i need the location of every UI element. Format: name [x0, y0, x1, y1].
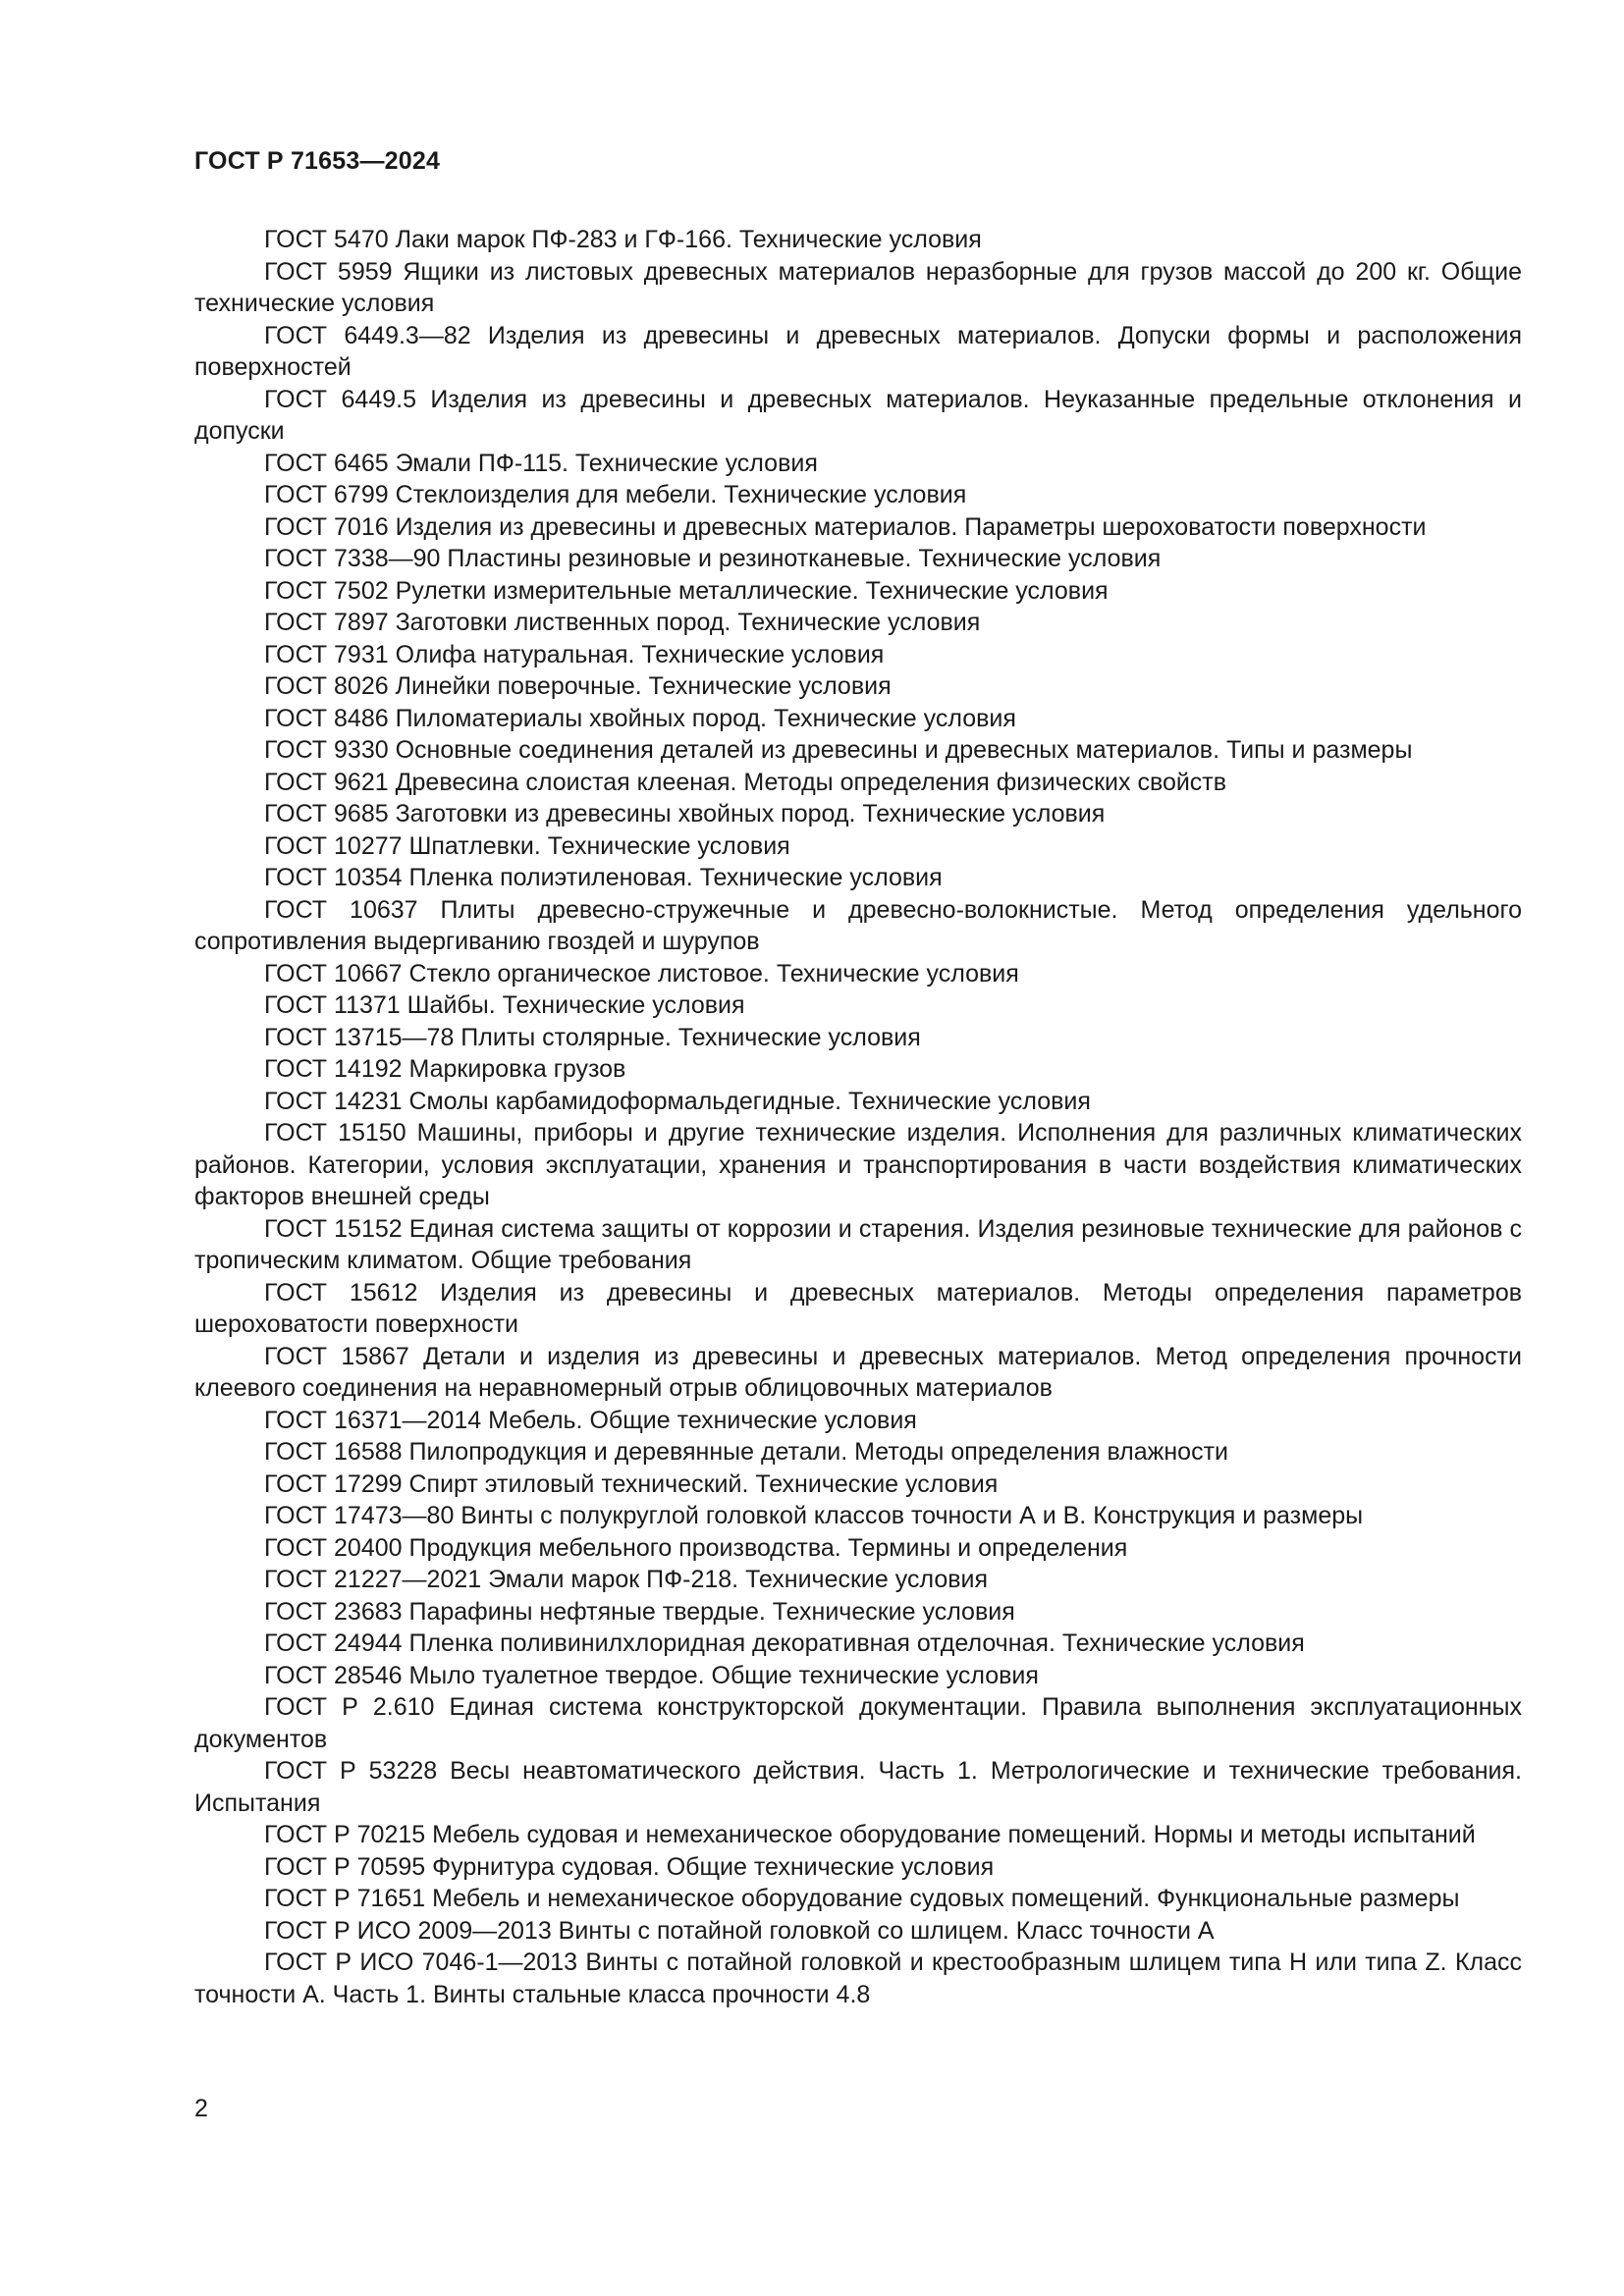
reference-item: ГОСТ 21227—2021 Эмали марок ПФ-218. Технические условия — [264, 1566, 989, 1593]
reference-item: ГОСТ 10637 Плиты древесно-стружечные и древесно-волокнистые. Метод определения удельного сопротивления выдергиванию гвоздей и шурупов — [194, 895, 1522, 955]
reference-item: ГОСТ 14192 Маркировка грузов — [264, 1055, 626, 1083]
reference-item: ГОСТ Р 70215 Мебель судовая и немеханическое оборудование помещений. Нормы и методы испытаний — [264, 1821, 1476, 1848]
reference-item: ГОСТ 8026 Линейки поверочные. Технические условия — [264, 672, 892, 700]
reference-item: ГОСТ 10667 Стекло органическое листовое. Технические условия — [264, 959, 1019, 988]
reference-item: ГОСТ 15150 Машины, приборы и другие технические изделия. Исполнения для различных климатических районов. Категории, условия эксплуатации, хранения и транспортирования в части воздействия климатических факторов внешней среды — [194, 1119, 1522, 1210]
reference-item: ГОСТ 7897 Заготовки лиственных пород. Технические условия — [264, 609, 981, 636]
reference-item: ГОСТ Р 71651 Мебель и немеханическое оборудование судовых помещений. Функциональные размеры — [264, 1885, 1460, 1912]
normative-references-list — [194, 224, 1522, 2010]
reference-item: ГОСТ 6799 Стеклоизделия для мебели. Технические условия — [264, 481, 967, 508]
reference-item: ГОСТ 16371—2014 Мебель. Общие технические условия — [264, 1406, 917, 1434]
reference-item: ГОСТ 6465 Эмали ПФ-115. Технические условия — [264, 449, 818, 477]
reference-item: ГОСТ 11371 Шайбы. Технические условия — [264, 991, 745, 1019]
reference-item: ГОСТ 15867 Детали и изделия из древесины и древесных материалов. Метод определения прочности клеевого соединения на неравномерный отрыв облицовочных материалов — [194, 1342, 1522, 1402]
reference-item: ГОСТ 17299 Спирт этиловый технический. Технические условия — [264, 1469, 999, 1498]
reference-item: ГОСТ 14231 Смолы карбамидоформальдегидные. Технические условия — [264, 1087, 1091, 1115]
reference-item: ГОСТ 9685 Заготовки из древесины хвойных пород. Технические условия — [264, 800, 1106, 828]
reference-item: ГОСТ 20400 Продукция мебельного производства. Термины и определения — [264, 1533, 1128, 1562]
reference-item: ГОСТ 5959 Ящики из листовых древесных материалов неразборные для грузов массой до 200 кг. Общие технические условия — [194, 257, 1522, 317]
reference-item: ГОСТ 16588 Пилопродукция и деревянные детали. Методы определения влажности — [264, 1438, 1228, 1466]
reference-item: ГОСТ 13715—78 Плиты столярные. Технические условия — [264, 1023, 921, 1051]
reference-item: ГОСТ 23683 Парафины нефтяные твердые. Технические условия — [264, 1597, 1015, 1626]
reference-item: ГОСТ Р 2.610 Единая система конструкторской документации. Правила выполнения эксплуатационных документов — [194, 1693, 1522, 1753]
reference-item: ГОСТ 7502 Рулетки измерительные металлические. Технические условия — [264, 576, 1109, 605]
reference-item: ГОСТ 10277 Шпатлевки. Технические условия — [264, 831, 790, 860]
document-designation: ГОСТ Р 71653—2024 — [194, 147, 441, 175]
reference-item: ГОСТ 10354 Пленка полиэтиленовая. Технические условия — [264, 864, 943, 891]
reference-item: ГОСТ 6449.5 Изделия из древесины и древесных материалов. Неуказанные предельные отклонения и допуски — [194, 385, 1522, 445]
reference-item: ГОСТ 7931 Олифа натуральная. Технические условия — [264, 640, 885, 668]
reference-item: ГОСТ 9621 Древесина слоистая клееная. Методы определения физических свойств — [264, 768, 1227, 796]
reference-item: ГОСТ 15612 Изделия из древесины и древесных материалов. Методы определения параметров шероховатости поверхности — [194, 1278, 1522, 1338]
page-number: 2 — [194, 2095, 208, 2122]
reference-item: ГОСТ 15152 Единая система защиты от коррозии и старения. Изделия резиновые технические для районов с тропическим климатом. Общие требования — [194, 1214, 1522, 1274]
reference-item: ГОСТ 6449.3—82 Изделия из древесины и древесных материалов. Допуски формы и расположения поверхностей — [194, 321, 1522, 381]
reference-item: ГОСТ Р ИСО 2009—2013 Винты с потайной головкой со шлицем. Класс точности А — [264, 1916, 1215, 1945]
reference-item: ГОСТ 7338—90 Пластины резиновые и резинотканевые. Технические условия — [264, 545, 1162, 572]
reference-item: ГОСТ 9330 Основные соединения деталей из древесины и древесных материалов. Типы и размеры — [264, 736, 1413, 764]
reference-item: ГОСТ 28546 Мыло туалетное твердое. Общие технические условия — [264, 1661, 1039, 1689]
reference-item: ГОСТ 8486 Пиломатериалы хвойных пород. Технические условия — [264, 704, 1016, 732]
reference-item: ГОСТ 17473—80 Винты с полукруглой головкой классов точности А и В. Конструкция и размеры — [264, 1502, 1364, 1529]
reference-item: ГОСТ Р 70595 Фурнитура судовая. Общие технические условия — [264, 1852, 995, 1881]
reference-item: ГОСТ 7016 Изделия из древесины и древесных материалов. Параметры шероховатости поверхности — [264, 512, 1427, 541]
reference-item: ГОСТ Р 53228 Весы неавтоматического действия. Часть 1. Метрологические и технические требования. Испытания — [194, 1757, 1522, 1817]
reference-item: ГОСТ Р ИСО 7046-1—2013 Винты с потайной головкой и крестообразным шлицем типа Н или типа Z. Класс точности А. Часть 1. Винты стальные класса прочности 4.8 — [194, 1949, 1522, 2008]
reference-item: ГОСТ 24944 Пленка поливинилхлоридная декоративная отделочная. Технические условия — [264, 1629, 1305, 1657]
reference-item: ГОСТ 5470 Лаки марок ПФ-283 и ГФ-166. Технические условия — [264, 226, 982, 253]
